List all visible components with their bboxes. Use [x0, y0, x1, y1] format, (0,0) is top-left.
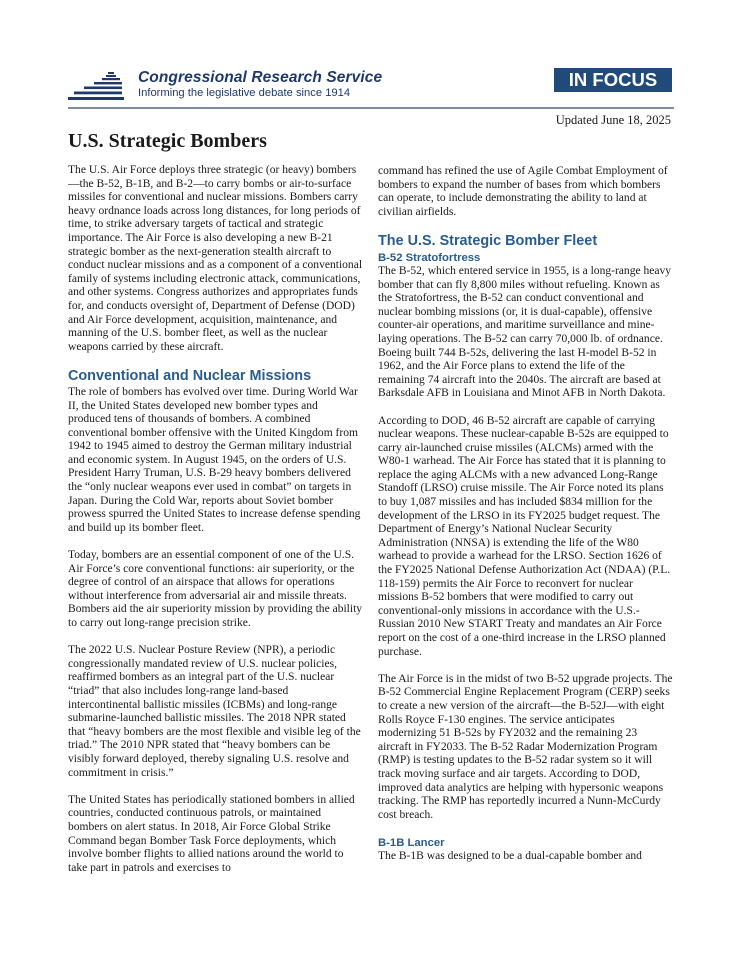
right-column [378, 165, 673, 864]
intro-paragraph: The U.S. Air Force deploys three strategic (or heavy) bombers—the B-52, B-1B, and B-2—to carry bombs or air-to-surface missiles for conventional and nuclear missions. Bombers carry heavy ordnance loads across long distances, for long periods of time, to strike adversary targets of tactical and strategic importance. The Air Force is also developing a new B-21 strategic bomber as the next-generation stealth aircraft to conduct nuclear missions and as a component of a conventional family of systems including electronic attack, communications, and other systems. Congress authorizes and appropriates funds for, and conducts oversight of, Department of Defense (DOD) and Air Force development, acquisition, maintenance, and manning of the U.S. bomber fleet, as well as the nuclear weapons carried by these aircraft. [68, 164, 363, 353]
paragraph-deployments: The United States has periodically stationed bombers in allied countries, conducted continuous patrols, or maintained bombers on alert status. In 2018, Air Force Global Strike Command began Bomber Task Force deployments, which involve bomber flights to allied nations around the world to take part in patrols and exercises to [68, 793, 355, 874]
header-divider [68, 107, 674, 109]
org-tagline: Informing the legislative debate since 1914 [138, 87, 351, 99]
report-header [68, 66, 674, 110]
paragraph-b52-nuclear: According to DOD, 46 B-52 aircraft are capable of carrying nuclear weapons. These nuclear-capable B-52s are equipped to carry air-launched cruise missiles (ALCMs) armed with the W80-1 warhead. The Air Force has stated that it is planning to replace the aging ALCMs with a new advanced Long-Range Standoff (LRSO) cruise missile. The Air Force noted its plans to buy 1,087 missiles and has included $834 million for the development of the LRSO in its FY2025 budget request. The Department of Energy’s National Nuclear Security Administration (NNSA) is extending the life of the W80 warhead to provide a warhead for the LRSO. Section 1626 of the FY2025 National Defense Authorization Act (NDAA) (P.L. 118-159) permits the Air Force to reconvert for nuclear missions B-52 bombers that were modified to carry out conventional-only missions in accordance with the U.S.-Russian 2010 New START Treaty and mandates an Air Force report on the cost of a one-third increase in the LRSO planned purchase. [378, 414, 671, 658]
section-heading-bomber-fleet: The U.S. Strategic Bomber Fleet [378, 232, 598, 249]
in-focus-badge: IN FOCUS [554, 68, 672, 92]
brand-block [138, 69, 382, 100]
paragraph-ace: command has refined the use of Agile Combat Employment of bombers to expand the number of bases from which bombers can operate, to include demonstrating the ability to land at civilian airfields. [378, 165, 668, 218]
updated-date: Updated June 18, 2025 [555, 113, 671, 127]
paragraph-b52-overview: The B-52, which entered service in 1955, is a long-range heavy bomber that can fly 8,800 miles without refueling. Known as the Stratofortress, the B-52 can conduct conventional and nuclear bombing missions (or, it is dual-capable), offensive counter-air operations, and maritime surveillance and mine-laying operations. The B-52 can carry 70,000 lb. of ordnance. Boeing built 744 B-52s, delivering the last H-model B-52 in 1962, and the Air Force plans to extend the life of the remaining 74 aircraft into the 2040s. The aircraft are based at Barksdale AFB in Louisiana and Minot AFB in North Dakota. [378, 264, 672, 400]
left-column [68, 164, 363, 875]
subheading-b52: B-52 Stratofortress [378, 251, 481, 264]
paragraph-b1b: The B-1B was designed to be a dual-capable bomber and [378, 849, 642, 862]
paragraph-b52-upgrades: The Air Force is in the midst of two B-52 upgrade projects. The B-52 Commercial Engine Replacement Program (CERP) seeks to create a new version of the aircraft—the B-52J—with eight Rolls Royce F-130 engines. The service anticipates modernizing 51 B-52s by FY2032 and the remaining 23 aircraft in FY2033. The B-52 Radar Modernization Program (RMP) is testing updates to the B-52 radar system so it will track moving surface and air targets. According to DOD, improved data analytics are helping with hypersonic weapons tracking. The RMP has reportedly incurred a Nunn-McCurdy cost breach. [378, 672, 673, 821]
paragraph-npr: The 2022 U.S. Nuclear Posture Review (NPR), a periodic congressionally mandated review of U.S. nuclear policies, reaffirmed bombers as an integral part of the U.S. nuclear “triad” that also includes long-range land-based intercontinental ballistic missiles (ICBMs) and long-range submarine-launched ballistic missiles. The 2018 NPR stated that “heavy bombers are the most flexible and visible leg of the triad.” The 2010 NPR stated that “heavy bombers can be visibly forward deployed, thereby signaling U.S. resolve and commitment in crisis.” [68, 644, 361, 779]
paragraph-air-superiority: Today, bombers are an essential component of one of the U.S. Air Force’s core conventional functions: air superiority, or the degree of control of an airspace that allows for operations without interference from adversarial air and missile threats. Bombers aid the air superiority mission by providing the ability to carry out long-range precision strike. [68, 549, 363, 629]
paragraph-history: The role of bombers has evolved over time. During World War II, the United States developed new bomber types and produced tens of thousands of bombers. A combined conventional bomber offensive with the United Kingdom from 1942 to 1945 aimed to destroy the German military industrial and economic system. In August 1945, on the orders of U.S. President Harry Truman, U.S. B-29 heavy bombers delivered the “only nuclear weapons ever used in combat” on targets in Japan. During the Cold War, reports about Soviet bomber prowess spurred the United States to increase defense spending and build up its bomber fleet. [68, 385, 361, 534]
crs-logo-icon [68, 68, 132, 104]
subheading-b1b: B-1B Lancer [378, 836, 445, 849]
section-heading-conventional-nuclear: Conventional and Nuclear Missions [68, 367, 312, 384]
org-name: Congressional Research Service [138, 69, 383, 86]
document-title: U.S. Strategic Bombers [68, 130, 267, 152]
